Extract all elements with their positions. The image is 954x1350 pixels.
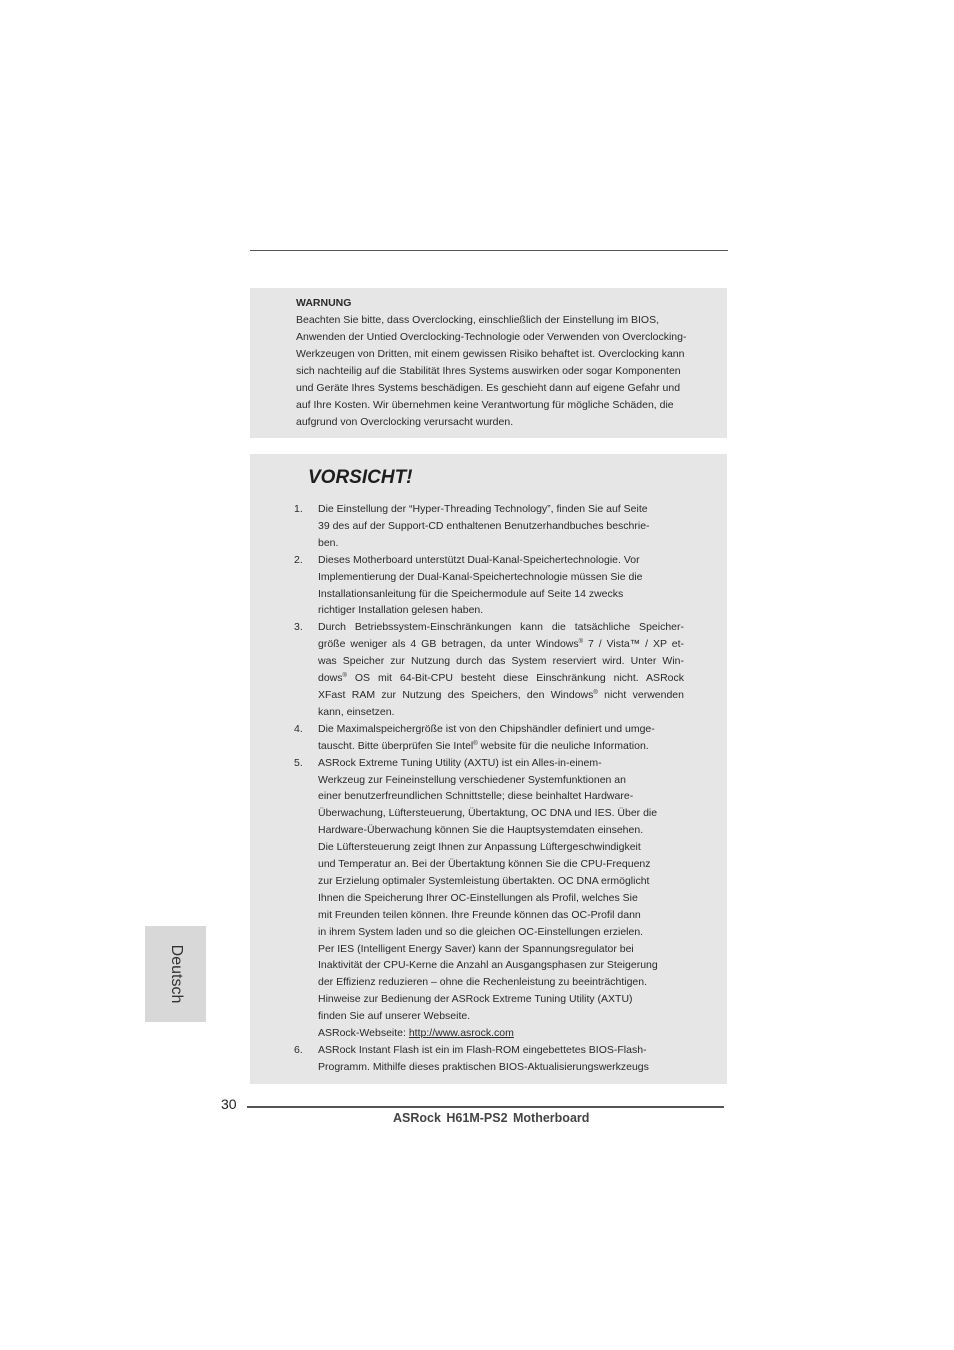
item-line: was Speicher zur Nutzung durch das System reserviert wird. Unter Win- — [318, 655, 684, 668]
item-line: der Effizienz reduzieren – ohne die Rechenleistung zu beeinträchtigen. — [318, 976, 648, 989]
item-line: Überwachung, Lüftersteuerung, Übertaktung, OC DNA und IES. Über die — [318, 807, 658, 820]
list-item — [294, 501, 684, 552]
item-line: Installationsanleitung für die Speichermodule auf Seite 14 zwecks — [318, 587, 624, 600]
warning-line: sich nachteilig auf die Stabilität Ihres Systems auswirken oder sogar Komponenten — [296, 365, 681, 377]
registered-mark: ® — [593, 689, 598, 696]
text-fragment: nicht verwenden — [597, 688, 684, 701]
item-line: Die Einstellung der “Hyper-Threading Technology”, finden Sie auf Seite — [318, 503, 648, 515]
warning-line: Werkzeugen von Dritten, mit einem gewissen Risiko behaftet ist. Overclocking kann — [296, 348, 685, 360]
list-item — [294, 721, 684, 755]
registered-mark: ® — [578, 639, 584, 646]
warning-box — [250, 288, 727, 438]
item-line — [318, 636, 684, 653]
item-line: Inaktivität der CPU-Kerne die Anzahl an Ausgangsphasen zur Steigerung — [318, 959, 658, 972]
warning-line: auf Ihre Kosten. Wir übernehmen keine Verantwortung für mögliche Schäden, die — [296, 399, 674, 411]
text-fragment: tauscht. Bitte überprüfen Sie Intel — [318, 739, 474, 752]
warning-line: Beachten Sie bitte, dass Overclocking, einschließlich der Einstellung im BIOS, — [296, 314, 660, 326]
item-line: Per IES (Intelligent Energy Saver) kann der Spannungsregulator bei — [318, 942, 634, 955]
item-line: Dieses Motherboard unterstützt Dual-Kanal-Speichertechnologie. Vor — [318, 553, 640, 566]
website-label: ASRock-Webseite: — [318, 1027, 409, 1040]
registered-mark: ® — [473, 740, 478, 747]
footer-product-name: ASRock H61M-PS2 Motherboard — [393, 1111, 590, 1125]
item-line: mit Freunden teilen können. Ihre Freunde können das OC-Profil dann — [318, 908, 641, 921]
footer-rule — [247, 1106, 724, 1108]
item-line: finden Sie auf unserer Webseite. — [318, 1010, 471, 1023]
item-line — [318, 670, 684, 687]
item-line: Hardware-Überwachung können Sie die Hauptsystemdaten einsehen. — [318, 824, 644, 837]
text-fragment: dows — [318, 672, 343, 685]
item-line: ASRock Instant Flash ist ein im Flash-ROM eingebettetes BIOS-Flash- — [318, 1044, 647, 1056]
list-item — [294, 552, 684, 620]
list-item — [294, 1042, 684, 1076]
item-number: 1. — [294, 503, 303, 515]
item-line: Die Maximalspeichergröße ist von den Chipshändler definiert und umge- — [318, 722, 655, 735]
item-line: Hinweise zur Bedienung der ASRock Extreme Tuning Utility (AXTU) — [318, 993, 633, 1006]
list-item — [294, 619, 684, 720]
item-line: ASRock Extreme Tuning Utility (AXTU) ist ein Alles-in-einem- — [318, 756, 602, 769]
item-line: Werkzeug zur Feineinstellung verschiedener Systemfunktionen an — [318, 773, 626, 786]
item-line — [318, 1025, 684, 1042]
warning-line: aufgrund von Overclocking verursacht wurden. — [296, 416, 514, 428]
item-number: 3. — [294, 621, 303, 634]
text-fragment: OS mit 64-Bit-CPU besteht diese Einschränkung nicht. ASRock — [346, 672, 684, 685]
warning-line: Anwenden der Untied Overclocking-Technologie oder Verwenden von Overclocking- — [296, 331, 687, 343]
item-number: 4. — [294, 722, 303, 735]
language-label: Deutsch — [167, 944, 185, 1004]
item-number: 2. — [294, 553, 303, 566]
warning-text — [296, 312, 715, 431]
list-item — [294, 755, 684, 1042]
item-line: und Temperatur an. Bei der Übertaktung können Sie die CPU-Frequenz — [318, 858, 651, 871]
text-fragment: 7 / Vista™ / XP et- — [583, 638, 685, 651]
item-number: 5. — [294, 756, 303, 769]
item-line: zur Erzielung optimaler Systemleistung übertakten. OC DNA ermöglicht — [318, 874, 650, 887]
caution-list — [294, 501, 684, 1076]
registered-mark: ® — [342, 673, 347, 680]
warning-title: WARNUNG — [296, 297, 352, 309]
item-line: Die Lüftersteuerung zeigt Ihnen zur Anpassung Lüftergeschwindigkeit — [318, 841, 641, 854]
top-rule — [250, 250, 728, 251]
asrock-website-link[interactable]: http://www.asrock.com — [408, 1027, 514, 1040]
item-number: 6. — [294, 1044, 303, 1056]
page-number: 30 — [221, 1096, 237, 1112]
item-line: kann, einsetzen. — [318, 705, 395, 718]
text-fragment: größe weniger als 4 GB betragen, da unter Windows — [318, 638, 579, 651]
warning-line: und Geräte Ihres Systems beschädigen. Es geschieht dann auf eigene Gefahr und — [296, 382, 681, 394]
item-line: richtiger Installation gelesen haben. — [318, 604, 484, 617]
text-fragment: XFast RAM zur Nutzung des Speichers, den Windows — [318, 688, 594, 701]
language-side-tab — [145, 926, 206, 1022]
caution-box — [250, 454, 727, 1084]
item-line: einer benutzerfreundlichen Schnittstelle; diese beinhaltet Hardware- — [318, 790, 634, 803]
item-line: in ihrem System laden und so die gleichen OC-Einstellungen erzielen. — [318, 925, 644, 938]
item-line: Durch Betriebssystem-Einschränkungen kann die tatsächliche Speicher- — [318, 621, 684, 634]
text-fragment: website für die neuliche Information. — [477, 739, 649, 752]
caution-title: VORSICHT! — [308, 467, 413, 488]
item-line: ben. — [318, 536, 339, 549]
item-line — [318, 687, 684, 704]
item-line: Programm. Mithilfe dieses praktischen BIOS-Aktualisierungswerkzeugs — [318, 1060, 649, 1073]
item-line: Ihnen die Speicherung Ihrer OC-Einstellungen als Profil, welches Sie — [318, 891, 638, 904]
item-line: Implementierung der Dual-Kanal-Speichertechnologie müssen Sie die — [318, 570, 643, 583]
item-line — [318, 738, 684, 755]
item-line: 39 des auf der Support-CD enthaltenen Benutzerhandbuches beschrie- — [318, 519, 650, 532]
